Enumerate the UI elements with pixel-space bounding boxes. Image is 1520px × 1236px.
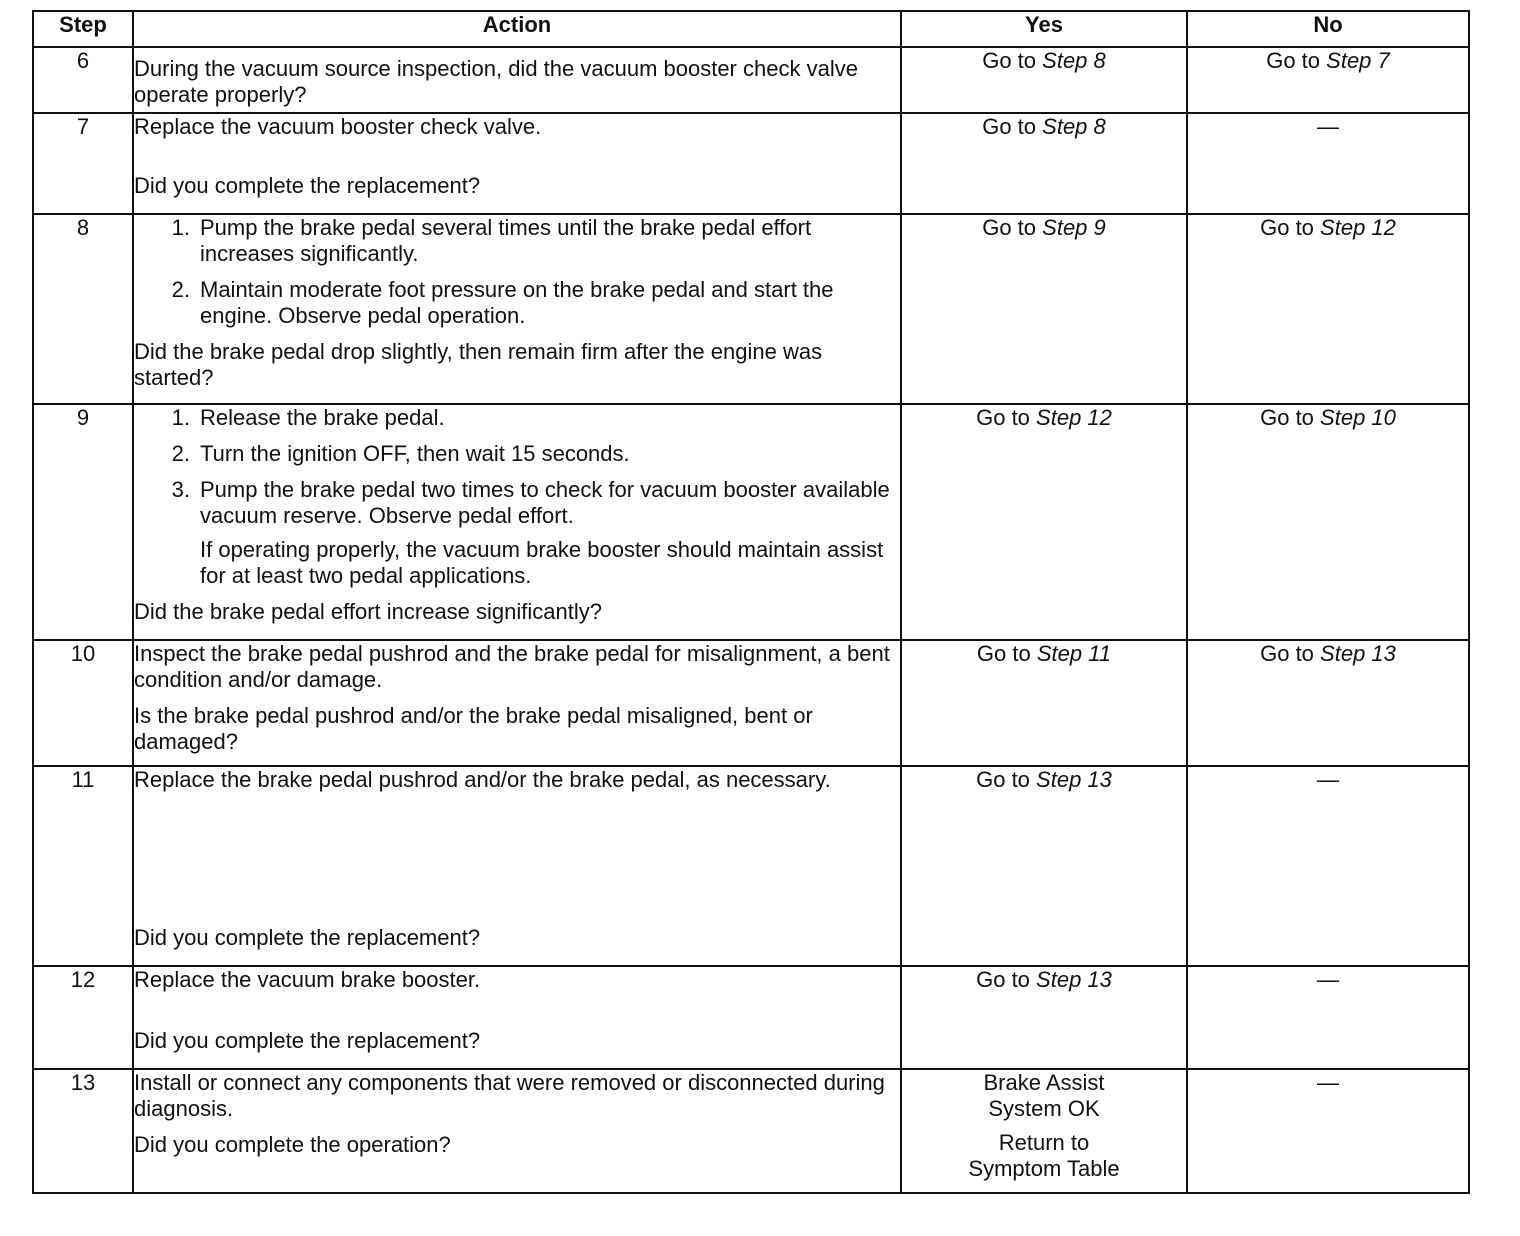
no-prefix: Go to bbox=[1260, 641, 1314, 666]
step-number: 8 bbox=[33, 214, 133, 404]
action-list bbox=[134, 405, 900, 529]
yes-result: Brake Assist System OK bbox=[983, 1070, 1105, 1121]
action-question: Did you complete the replacement? bbox=[134, 173, 481, 198]
yes-prefix: Go to bbox=[976, 767, 1030, 792]
table-row bbox=[33, 966, 1469, 1069]
step-number: 10 bbox=[33, 640, 133, 766]
yes-result-2: Return to Symptom Table bbox=[968, 1130, 1120, 1181]
yes-target: Step 13 bbox=[1036, 767, 1112, 792]
list-item: 3. Pump the brake pedal two times to check for vacuum booster available vacuum reserve. Observe pedal effort. bbox=[171, 477, 890, 528]
action-cell bbox=[133, 113, 901, 214]
table-row bbox=[33, 766, 1469, 966]
yes-prefix: Go to bbox=[982, 48, 1037, 73]
action-text: Replace the vacuum booster check valve. bbox=[134, 114, 542, 139]
step-number: 11 bbox=[33, 766, 133, 966]
yes-target: Step 11 bbox=[1036, 641, 1112, 666]
action-cell bbox=[133, 1069, 901, 1193]
action-question: During the vacuum source inspection, did the vacuum booster check valve operate properly? bbox=[134, 56, 858, 107]
no-target: Step 7 bbox=[1326, 48, 1390, 73]
header-action: Action bbox=[133, 11, 901, 47]
header-no: No bbox=[1187, 11, 1469, 47]
no-prefix: Go to bbox=[1260, 215, 1314, 240]
yes-target: Step 13 bbox=[1036, 967, 1112, 992]
yes-target: Step 12 bbox=[1036, 405, 1112, 430]
yes-prefix: Go to bbox=[982, 215, 1037, 240]
no-prefix: Go to bbox=[1260, 405, 1314, 430]
no-target: Step 13 bbox=[1320, 641, 1396, 666]
yes-cell bbox=[901, 966, 1187, 1069]
table-row bbox=[33, 113, 1469, 214]
action-cell bbox=[133, 766, 901, 966]
action-cell bbox=[133, 404, 901, 640]
action-note: If operating properly, the vacuum brake booster should maintain assist for at least two pedal applications. bbox=[200, 537, 884, 588]
list-item: 1. Release the brake pedal. bbox=[171, 405, 445, 430]
action-text: Install or connect any components that were removed or disconnected during diagnosis. bbox=[134, 1070, 885, 1121]
table-row bbox=[33, 640, 1469, 766]
action-text: Replace the brake pedal pushrod and/or the brake pedal, as necessary. bbox=[134, 767, 831, 792]
yes-cell bbox=[901, 766, 1187, 966]
no-prefix: Go to bbox=[1266, 48, 1321, 73]
no-cell bbox=[1187, 47, 1469, 113]
step-number: 13 bbox=[33, 1069, 133, 1193]
yes-prefix: Go to bbox=[976, 405, 1030, 430]
action-cell bbox=[133, 966, 901, 1069]
yes-target: Step 9 bbox=[1042, 215, 1106, 240]
step-number: 9 bbox=[33, 404, 133, 640]
list-item: 2. Turn the ignition OFF, then wait 15 seconds. bbox=[171, 441, 630, 466]
diagnostic-table bbox=[32, 10, 1470, 1194]
no-cell: — bbox=[1187, 1069, 1469, 1193]
step-number: 6 bbox=[33, 47, 133, 113]
no-cell: — bbox=[1187, 766, 1469, 966]
action-text: Inspect the brake pedal pushrod and the brake pedal for misalignment, a bent condition and/or damage. bbox=[134, 641, 890, 692]
yes-target: Step 8 bbox=[1042, 48, 1106, 73]
step-number: 12 bbox=[33, 966, 133, 1069]
action-cell bbox=[133, 47, 901, 113]
yes-cell bbox=[901, 1069, 1187, 1193]
action-list bbox=[134, 215, 900, 329]
yes-cell bbox=[901, 214, 1187, 404]
no-cell: — bbox=[1187, 966, 1469, 1069]
table-row bbox=[33, 214, 1469, 404]
table-row bbox=[33, 404, 1469, 640]
header-yes: Yes bbox=[901, 11, 1187, 47]
list-item: 1. Pump the brake pedal several times until the brake pedal effort increases significantly. bbox=[171, 215, 812, 266]
yes-target: Step 8 bbox=[1042, 114, 1106, 139]
yes-cell bbox=[901, 47, 1187, 113]
yes-prefix: Go to bbox=[976, 641, 1031, 666]
action-question: Did you complete the replacement? bbox=[134, 925, 481, 950]
no-cell: — bbox=[1187, 113, 1469, 214]
action-question: Is the brake pedal pushrod and/or the brake pedal misaligned, bent or damaged? bbox=[134, 703, 813, 754]
table-row bbox=[33, 1069, 1469, 1193]
action-question: Did the brake pedal effort increase significantly? bbox=[134, 599, 602, 624]
action-cell bbox=[133, 640, 901, 766]
list-item: 2. Maintain moderate foot pressure on the brake pedal and start the engine. Observe pedal operation. bbox=[171, 277, 834, 328]
yes-cell bbox=[901, 113, 1187, 214]
header-row bbox=[33, 11, 1469, 47]
yes-prefix: Go to bbox=[982, 114, 1037, 139]
header-step: Step bbox=[33, 11, 133, 47]
no-target: Step 12 bbox=[1320, 215, 1396, 240]
no-cell bbox=[1187, 214, 1469, 404]
action-cell bbox=[133, 214, 901, 404]
step-number: 7 bbox=[33, 113, 133, 214]
yes-cell bbox=[901, 404, 1187, 640]
action-question: Did you complete the operation? bbox=[134, 1132, 451, 1157]
table-row bbox=[33, 47, 1469, 113]
action-text: Replace the vacuum brake booster. bbox=[134, 967, 481, 992]
no-target: Step 10 bbox=[1320, 405, 1396, 430]
no-cell bbox=[1187, 404, 1469, 640]
action-question: Did you complete the replacement? bbox=[134, 1028, 481, 1053]
yes-prefix: Go to bbox=[976, 967, 1030, 992]
yes-cell bbox=[901, 640, 1187, 766]
no-cell bbox=[1187, 640, 1469, 766]
action-question: Did the brake pedal drop slightly, then remain firm after the engine was started? bbox=[134, 339, 823, 390]
